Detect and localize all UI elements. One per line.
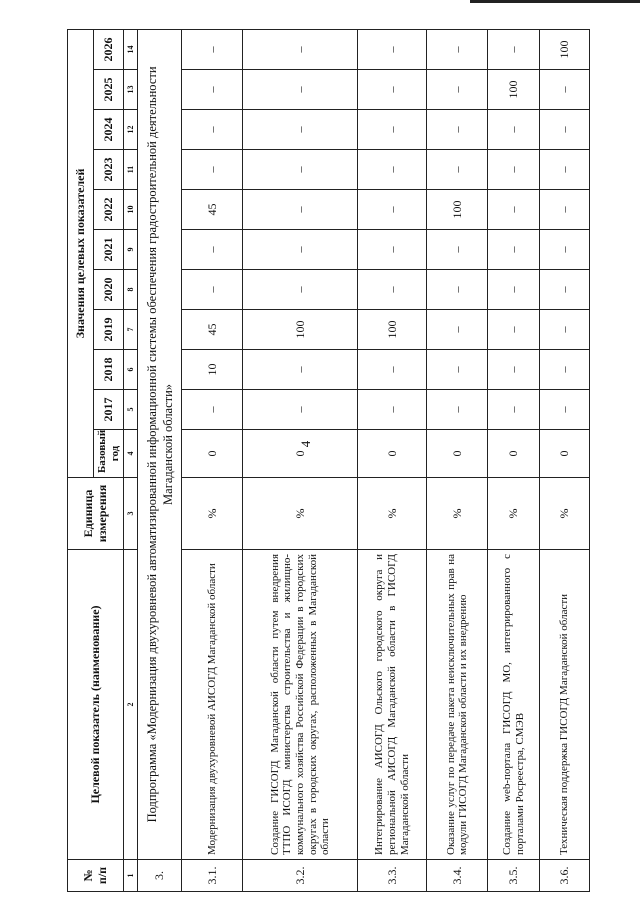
row-value-2022: – [358,190,427,230]
rotated-table-wrapper [67,30,587,892]
row-unit: % [182,478,243,550]
row-unit: % [427,478,488,550]
row-value-2022: 45 [182,190,243,230]
row-value-2025: – [540,70,590,110]
row-value-2017: – [540,390,590,430]
row-base-value: 0 [243,430,358,478]
row-unit: % [488,478,540,550]
row-value-2026: – [182,29,243,69]
row-value-2018: – [358,350,427,390]
subprogram-title: Подпрограмма «Модернизация двухуровневой автоматизированной информационной системы обеспечения градостроительной деятельности Магаданской области» [138,29,182,859]
row-value-2018: 10 [182,350,243,390]
row-value-2017: – [243,390,358,430]
row-value-2026: – [243,29,358,69]
column-number: 1 [124,860,138,892]
column-number: 14 [124,29,138,69]
column-number: 11 [124,150,138,190]
row-value-2020: – [540,270,590,310]
header-year-2019: 2019 [94,310,124,350]
row-value-2024: – [488,110,540,150]
row-number: 3.4. [427,860,488,892]
header-name: Целевой показатель (наименование) [68,550,124,860]
row-unit: % [358,478,427,550]
header-year-2017: 2017 [94,390,124,430]
row-value-2018: – [540,350,590,390]
row-value-2024: – [540,110,590,150]
row-number: 3.5. [488,860,540,892]
row-value-2018: – [488,350,540,390]
row-value-2026: – [427,29,488,69]
row-value-2023: – [182,150,243,190]
header-year-2025: 2025 [94,70,124,110]
row-indicator-name: Интегрирование АИСОГД Ольского городского округа и региональной АИСОГД Магаданской области в ГИСОГД Магаданской области [358,550,427,860]
row-base-value: 0 [358,430,427,478]
row-value-2024: – [427,110,488,150]
row-indicator-name: Создание web-портала ГИСОГД МО, интегрированного с порталами Росреестра, СМЭВ [488,550,540,860]
table-row [358,29,427,891]
row-value-2025: 100 [488,70,540,110]
header-base-year: Базовый год [94,430,124,478]
row-base-value: 0 [182,430,243,478]
row-value-2020: – [427,270,488,310]
row-value-2019: – [427,310,488,350]
row-value-2017: – [427,390,488,430]
row-value-2024: – [182,110,243,150]
column-number: 5 [124,390,138,430]
table-row [540,29,590,891]
row-value-2023: – [243,150,358,190]
row-value-2026: – [488,29,540,69]
row-value-2026: – [358,29,427,69]
row-indicator-name: Техническая поддержка ГИСОГД Магаданской области [540,550,590,860]
row-value-2020: – [488,270,540,310]
row-indicator-name: Модернизация двухуровневой АИСОГД Магаданской области [182,550,243,860]
row-base-value: 0 [427,430,488,478]
row-value-2025: – [358,70,427,110]
row-value-2023: – [427,150,488,190]
row-value-2017: – [488,390,540,430]
row-indicator-name: Создание ГИСОГД Магаданской области путем внедрения ТТПО ИСОГД министерства строительства и жилищно-коммунального хозяйства Российской Федерации в городских округах в городских округах, расположенных в Магаданской области [243,550,358,860]
row-indicator-name: Оказание услуг по передаче пакета неисключительных прав на модули ГИСОГД Магаданской области и их внедрению [427,550,488,860]
row-value-2025: – [427,70,488,110]
row-value-2022: – [488,190,540,230]
row-value-2024: – [243,110,358,150]
row-number: 3.1. [182,860,243,892]
table-row [488,29,540,891]
row-value-2025: – [243,70,358,110]
row-value-2020: – [358,270,427,310]
header-year-2026: 2026 [94,29,124,69]
row-value-2025: – [182,70,243,110]
row-value-2021: – [243,230,358,270]
table-row [243,29,358,891]
top-rule [470,0,640,3]
column-number: 8 [124,270,138,310]
row-value-2018: – [427,350,488,390]
row-value-2022: 100 [427,190,488,230]
table-row [182,29,243,891]
row-value-2019: 100 [358,310,427,350]
row-number: 3.2. [243,860,358,892]
header-year-2018: 2018 [94,350,124,390]
row-value-2021: – [182,230,243,270]
column-number: 10 [124,190,138,230]
header-year-2024: 2024 [94,110,124,150]
row-value-2019: – [540,310,590,350]
header-year-2023: 2023 [94,150,124,190]
table-row [427,29,488,891]
row-value-2017: – [182,390,243,430]
row-value-2023: – [488,150,540,190]
row-value-2017: – [358,390,427,430]
header-year-2022: 2022 [94,190,124,230]
header-year-2021: 2021 [94,230,124,270]
indicators-table [67,29,590,892]
row-value-2021: – [540,230,590,270]
row-number: 3.3. [358,860,427,892]
column-number: 7 [124,310,138,350]
header-year-2020: 2020 [94,270,124,310]
page-number: 4 [298,440,313,448]
row-value-2019: – [488,310,540,350]
row-unit: % [243,478,358,550]
column-number: 3 [124,478,138,550]
header-no: № п/п [68,860,124,892]
row-base-value: 0 [488,430,540,478]
row-value-2023: – [358,150,427,190]
row-base-value: 0 [540,430,590,478]
row-value-2019: 100 [243,310,358,350]
row-value-2021: – [488,230,540,270]
header-unit: Единица измерения [68,478,124,550]
column-number: 2 [124,550,138,860]
row-value-2021: – [427,230,488,270]
row-value-2026: 100 [540,29,590,69]
row-value-2022: – [243,190,358,230]
row-value-2020: – [243,270,358,310]
row-value-2024: – [358,110,427,150]
row-value-2018: – [243,350,358,390]
column-number: 6 [124,350,138,390]
column-number: 12 [124,110,138,150]
row-number: 3.6. [540,860,590,892]
row-value-2021: – [358,230,427,270]
column-number: 4 [124,430,138,478]
row-value-2023: – [540,150,590,190]
subprogram-number: 3. [138,860,182,892]
row-value-2022: – [540,190,590,230]
row-value-2020: – [182,270,243,310]
header-values: Значения целевых показателей [68,29,94,477]
row-value-2019: 45 [182,310,243,350]
row-unit: % [540,478,590,550]
column-number: 13 [124,70,138,110]
column-number: 9 [124,230,138,270]
